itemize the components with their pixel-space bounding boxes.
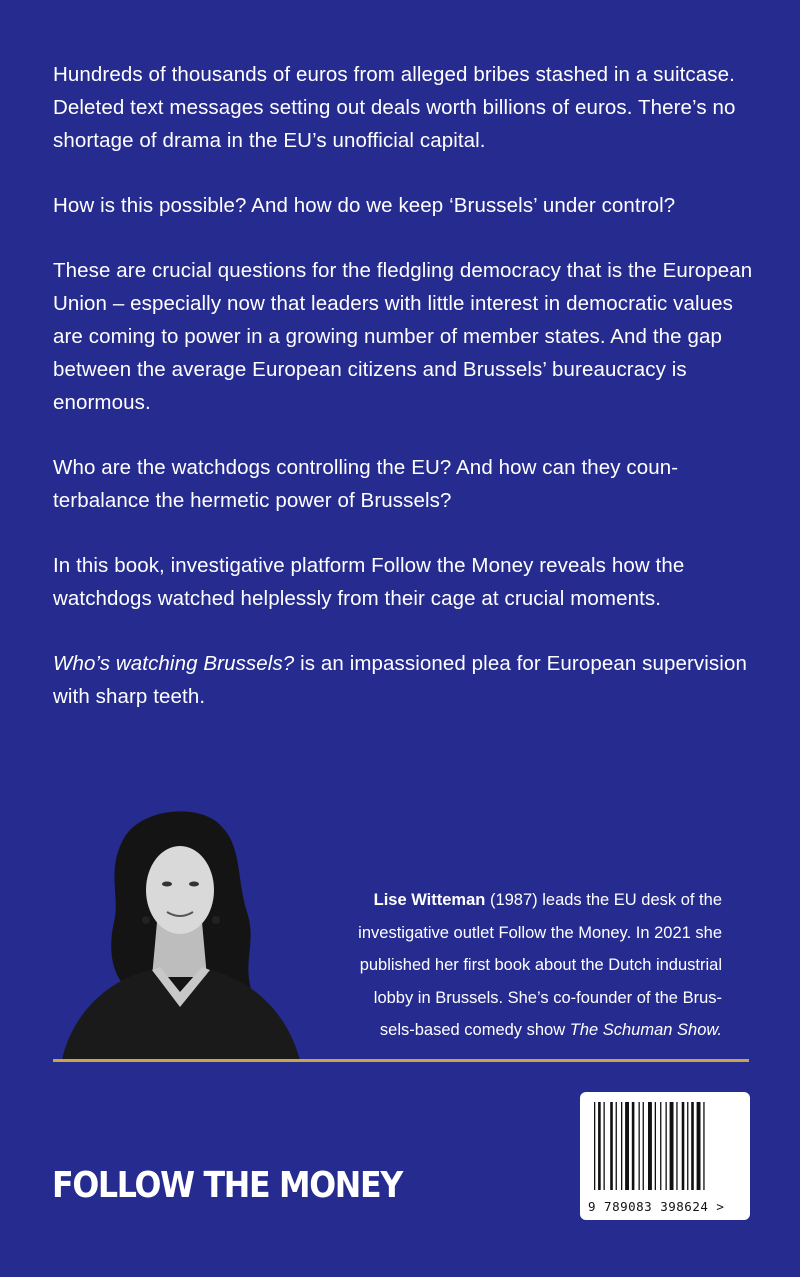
blurb-paragraph-6-rest: is an impassioned plea for European supervision with sharp teeth. xyxy=(53,652,747,708)
blurb-paragraph-3: These are crucial questions for the fledgling democracy that is the European Union – especially now that leaders with little interest in democratic values are coming to power in a growing number of member states. And the gap between the average European citizens and Brussels’ bureaucracy is enormous. xyxy=(53,259,753,414)
author-bio xyxy=(242,884,722,1047)
blurb-paragraph-4: Who are the watchdogs controlling the EU? And how can they coun-terbalance the hermetic power of Brussels? xyxy=(53,456,679,512)
divider-rule xyxy=(53,1059,749,1062)
barcode-bar xyxy=(676,1102,677,1190)
bio-line-1: (1987) leads the EU desk of the xyxy=(485,891,722,909)
barcode-bar xyxy=(643,1102,644,1190)
barcode-bar xyxy=(625,1102,629,1190)
barcode-bar xyxy=(682,1102,685,1190)
bio-line-5: sels-based comedy show xyxy=(379,1021,570,1039)
barcode-bar xyxy=(687,1102,688,1190)
barcode-bar xyxy=(610,1102,613,1190)
barcode-bar xyxy=(598,1102,601,1190)
barcode-bar xyxy=(697,1102,701,1190)
barcode-bar xyxy=(666,1102,667,1190)
book-title: Who’s watching Brussels? xyxy=(53,652,295,675)
publisher-logo: FOLLOW THE MONEY xyxy=(52,1165,402,1206)
show-title: The Schuman Show. xyxy=(569,1021,722,1039)
blurb-paragraph-5: In this book, investigative platform Follow the Money reveals how the watchdogs watched helplessly from their cage at crucial moments. xyxy=(53,554,685,610)
barcode-bar xyxy=(594,1102,595,1190)
barcode-bars xyxy=(590,1102,740,1192)
barcode-bar xyxy=(632,1102,635,1190)
barcode-bar xyxy=(648,1102,652,1190)
barcode-bar xyxy=(639,1102,640,1190)
blurb-paragraph-2: How is this possible? And how do we keep ‘Brussels’ under control? xyxy=(53,194,676,217)
bio-line-3: published her first book about the Dutch industrial xyxy=(359,956,722,974)
barcode-bar xyxy=(616,1102,617,1190)
barcode-bar xyxy=(703,1102,704,1190)
author-name: Lise Witteman xyxy=(373,891,486,909)
portrait-face xyxy=(146,846,214,934)
barcode-bar xyxy=(655,1102,656,1190)
blurb-paragraph-6 xyxy=(53,647,753,713)
blurb-paragraph-1: Hundreds of thousands of euros from alleged bribes stashed in a suitcase. Deleted text messages setting out deals worth billions of euros. There’s no shortage of drama in the EU’s unofficial capital. xyxy=(53,63,736,152)
barcode-bar xyxy=(660,1102,661,1190)
barcode-bar xyxy=(604,1102,605,1190)
barcode-bar xyxy=(691,1102,694,1190)
bio-line-2: investigative outlet Follow the Money. In 2021 she xyxy=(358,923,722,942)
back-cover-blurb xyxy=(53,58,753,745)
barcode-bar xyxy=(670,1102,674,1190)
barcode-bar xyxy=(621,1102,622,1190)
isbn-barcode xyxy=(580,1092,750,1220)
bio-line-4: lobby in Brussels. She’s co-founder of the Brus- xyxy=(373,988,722,1007)
isbn-number: 9 789083 398624 > xyxy=(588,1199,725,1214)
